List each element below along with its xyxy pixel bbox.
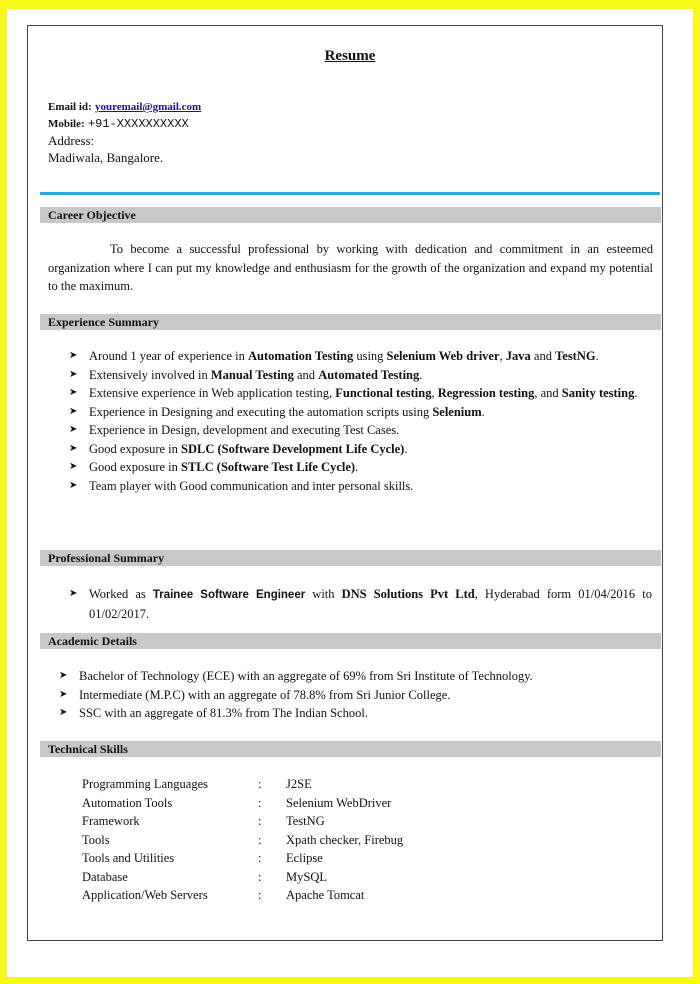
list-item: ➤ Experience in Designing and executing the automation scripts using Selenium. xyxy=(69,403,652,422)
list-item: ➤ Bachelor of Technology (ECE) with an aggregate of 69% from Sri Institute of Technology. xyxy=(59,667,652,686)
list-item: ➤ Good exposure in SDLC (Software Development Life Cycle). xyxy=(69,440,652,459)
mobile-label: Mobile: xyxy=(48,118,85,130)
arrow-bullet-icon: ➤ xyxy=(59,670,68,681)
list-item: ➤ Experience in Design, development and executing Test Cases. xyxy=(69,421,652,440)
list-item: ➤ Worked as Trainee Software Engineer with DNS Solutions Pvt Ltd, Hyderabad form 01/04/2016 to 01/02/2017. xyxy=(69,587,652,621)
list-item: ➤ Good exposure in STLC (Software Test Life Cycle). xyxy=(69,458,652,477)
table-row: Application/Web Servers : Apache Tomcat xyxy=(82,888,365,902)
arrow-bullet-icon: ➤ xyxy=(69,387,78,398)
section-career-objective: Career Objective xyxy=(40,207,661,223)
list-item: ➤ SSC with an aggregate of 81.3% from The Indian School. xyxy=(59,704,652,723)
address-value: Madiwala, Bangalore. xyxy=(48,150,164,165)
table-row: Tools : Xpath checker, Firebug xyxy=(82,832,404,847)
academic-list xyxy=(59,667,652,723)
email-label: Email id: xyxy=(48,101,92,113)
section-academic-details: Academic Details xyxy=(40,633,661,649)
email-link[interactable]: youremail@gmail.com xyxy=(94,101,202,113)
arrow-bullet-icon: ➤ xyxy=(69,461,78,472)
arrow-bullet-icon: ➤ xyxy=(69,405,78,417)
arrow-bullet-icon: ➤ xyxy=(69,588,78,599)
table-row: Automation Tools : Selenium WebDriver xyxy=(82,795,392,810)
mobile-line xyxy=(48,114,189,133)
arrow-bullet-icon: ➤ xyxy=(59,707,68,718)
list-item: ➤ Around 1 year of experience in Automation Testing using Selenium Web driver, Java and TestNG. xyxy=(69,347,652,366)
table-row: Tools and Utilities : Eclipse xyxy=(82,851,323,865)
experience-list xyxy=(69,347,652,495)
arrow-bullet-icon: ➤ xyxy=(69,424,78,435)
header-divider xyxy=(40,192,660,195)
mobile-value: +91-XXXXXXXXXX xyxy=(87,117,189,131)
skills-table xyxy=(82,777,403,907)
arrow-bullet-icon: ➤ xyxy=(59,688,68,700)
list-item: ➤ Extensive experience in Web application testing, Functional testing, Regression testing, and Sanity testing. xyxy=(69,384,652,403)
arrow-bullet-icon: ➤ xyxy=(69,350,78,361)
table-row: Programming Languages : J2SE xyxy=(82,777,312,791)
arrow-bullet-icon: ➤ xyxy=(69,442,78,454)
career-objective-text: To become a successful professional by working with dedication and commitment in an esteemed organization where I can put my knowledge and enthusiasm for the growth of the organization and expand my potential to the maximum. xyxy=(48,242,653,293)
section-professional-summary: Professional Summary xyxy=(40,550,661,566)
list-item: ➤ Team player with Good communication and inter personal skills. xyxy=(69,477,652,496)
professional-list xyxy=(69,585,652,623)
list-item: ➤ Extensively involved in Manual Testing and Automated Testing. xyxy=(69,366,652,385)
table-row: Framework : TestNG xyxy=(82,814,325,828)
arrow-bullet-icon: ➤ xyxy=(69,479,78,491)
table-row: Database : MySQL xyxy=(82,869,327,884)
section-experience-summary: Experience Summary xyxy=(40,314,661,330)
resume-title: Resume xyxy=(324,48,376,64)
section-technical-skills: Technical Skills xyxy=(40,741,661,757)
list-item: ➤ Intermediate (M.P.C) with an aggregate of 78.8% from Sri Junior College. xyxy=(59,686,652,705)
address-label: Address: xyxy=(48,133,95,148)
arrow-bullet-icon: ➤ xyxy=(69,368,78,380)
